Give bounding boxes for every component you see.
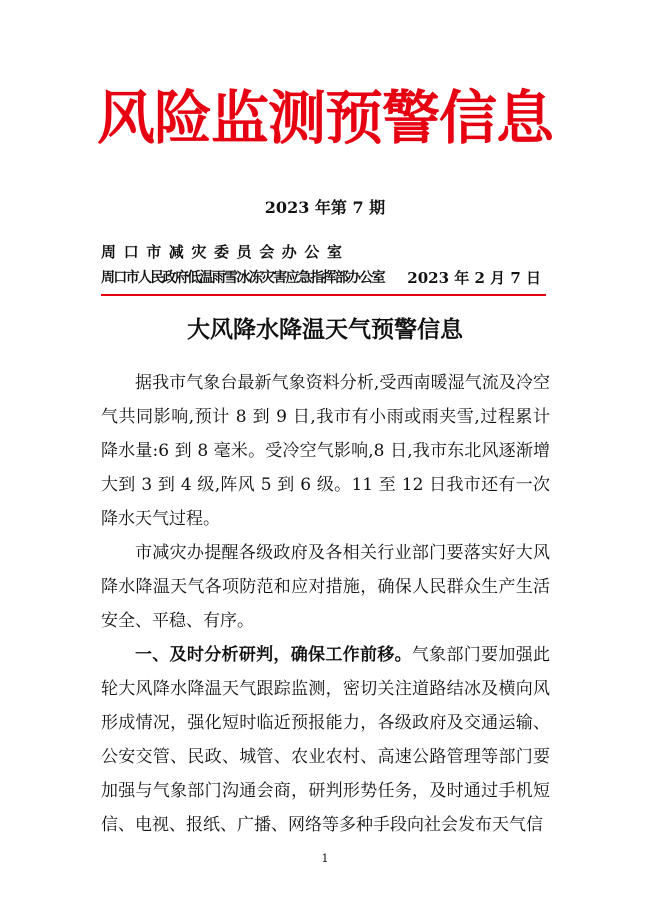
issuing-office-primary: 周口市减灾委员会办公室 [101, 243, 350, 261]
paragraph-section-1 [101, 638, 550, 842]
issuing-office-row [101, 268, 541, 290]
document-body [101, 366, 550, 842]
paragraph-reminder: 市减灾办提醒各级政府及各相关行业部门要落实好大风降水降温天气各项防范和应对措施，确保人民群众生产生活安全、平稳、有序。 [101, 543, 550, 631]
section-1-text: 气象部门要加强此轮大风降水降温天气跟踪监测，密切关注道路结冰及横向风形成情况，强化短时临近预报能力，各级政府及交通运输、公安交管、民政、城管、农业农村、高速公路管理等部门要加强与气象部门沟通会商，研判形势任务，及时通过手机短信、电视、报纸、广播、网络等多种手段向社会发布天气信 [101, 645, 551, 835]
section-1-heading: 一、及时分析研判，确保工作前移。 [135, 645, 412, 665]
masthead-title: 风险监测预警信息 [96, 84, 553, 152]
paragraph-forecast: 据我市气象台最新气象资料分析,受西南暖湿气流及冷空气共同影响,预计 8 到 9 日,我市有小雨或雨夹雪,过程累计降水量:6 到 8 毫米。受冷空气影响,8 日,我市东北风逐渐增大到 3 到 4 级,阵风 5 到 6 级。11 至 12 日我市还有一次降水天气过程。 [101, 373, 550, 529]
issuing-office-secondary: 周口市人民政府低温雨雪冰冻灾害应急指挥部办公室 [101, 270, 384, 286]
page-number: 1 [321, 852, 329, 865]
header-divider [101, 294, 546, 296]
issue-number: 2023 年第 7 期 [264, 198, 386, 217]
issue-date: 2023 年 2 月 7 日 [407, 269, 541, 287]
document-title: 大风降水降温天气预警信息 [187, 316, 463, 343]
